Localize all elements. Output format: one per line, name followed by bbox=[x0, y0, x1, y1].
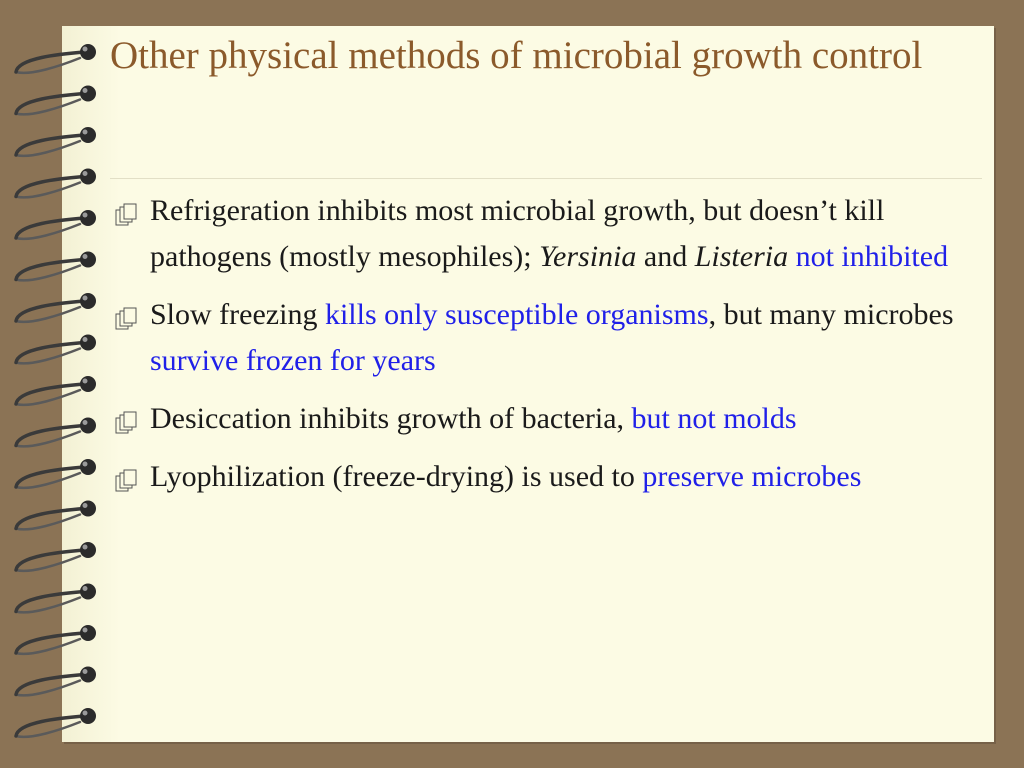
spiral-ring-icon bbox=[16, 210, 96, 239]
bullet-item bbox=[110, 188, 980, 280]
spiral-ring-icon bbox=[16, 335, 96, 364]
bullet-text-segment: and bbox=[636, 240, 695, 273]
bullet-text-segment: preserve microbes bbox=[642, 460, 862, 493]
spiral-ring-icon bbox=[16, 127, 96, 156]
bullet-text-segment: survive frozen for years bbox=[150, 344, 436, 377]
spiral-ring-icon bbox=[16, 86, 96, 115]
bullet-text-segment: , but many microbes bbox=[708, 298, 954, 331]
spiral-ring-icon bbox=[16, 542, 96, 571]
bullet-text-segment: kills only susceptible organisms bbox=[324, 298, 709, 331]
bullet-list bbox=[110, 188, 980, 512]
bullet-item bbox=[110, 454, 980, 500]
bullet-text-segment: Lyophilization (freeze-drying) is used to bbox=[150, 460, 643, 493]
spiral-ring-icon bbox=[16, 667, 96, 696]
spiral-ring-icon bbox=[16, 293, 96, 322]
bullet-text-segment: Desiccation inhibits growth of bacteria, bbox=[150, 402, 632, 435]
bullet-text-segment: Slow freezing bbox=[150, 298, 325, 331]
spiral-binding bbox=[0, 0, 120, 768]
bullet-text-segment: but not molds bbox=[631, 402, 797, 435]
title-divider bbox=[110, 178, 982, 179]
spiral-ring-icon bbox=[16, 708, 96, 737]
spiral-ring-icon bbox=[16, 584, 96, 613]
stacked-pages-icon bbox=[114, 306, 138, 330]
spiral-ring-icon bbox=[16, 376, 96, 405]
bullet-item bbox=[110, 396, 980, 442]
stacked-pages-icon bbox=[114, 410, 138, 434]
bullet-text-segment: not inhibited bbox=[788, 240, 949, 273]
spiral-ring-icon bbox=[16, 459, 96, 488]
bullet-text-segment: Listeria bbox=[694, 240, 789, 273]
spiral-ring-icon bbox=[16, 625, 96, 654]
spiral-ring-icon bbox=[16, 169, 96, 198]
bullet-text-segment: Yersinia bbox=[539, 240, 637, 273]
slide-title: Other physical methods of microbial growth control bbox=[110, 34, 923, 77]
spiral-ring-icon bbox=[16, 252, 96, 281]
spiral-ring-icon bbox=[16, 44, 96, 73]
bullet-item bbox=[110, 292, 980, 384]
spiral-ring-icon bbox=[16, 501, 96, 530]
spiral-ring-icon bbox=[16, 418, 96, 447]
bullet-text-segment: Refrigeration inhibits most microbial growth, but doesn’t kill pathogens (mostly mesophiles); bbox=[150, 194, 885, 273]
stacked-pages-icon bbox=[114, 468, 138, 492]
stacked-pages-icon bbox=[114, 202, 138, 226]
